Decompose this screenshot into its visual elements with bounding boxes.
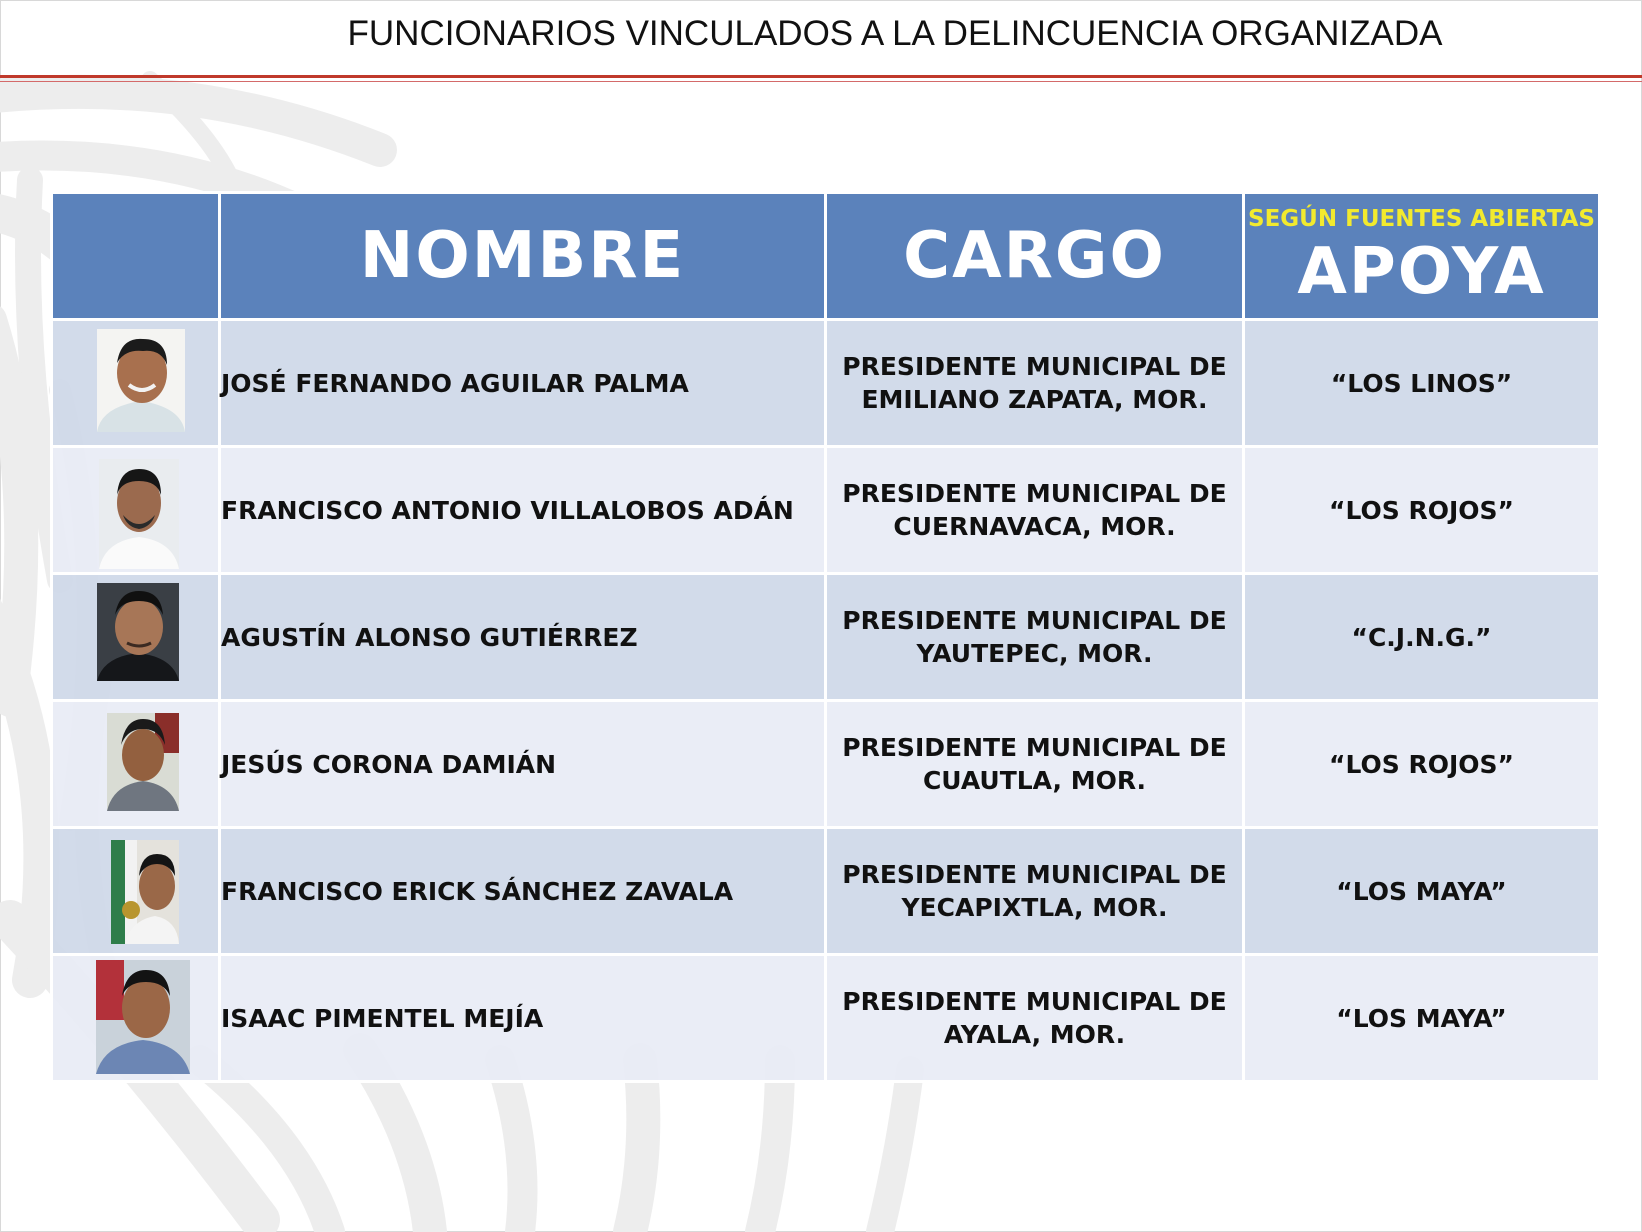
header-apoya-label: APOYA xyxy=(1297,235,1546,309)
official-name: AGUSTÍN ALONSO GUTIÉRREZ xyxy=(220,574,826,701)
cargo-line-2: YAUTEPEC, MOR. xyxy=(916,639,1153,668)
cargo-line-1: PRESIDENTE MUNICIPAL DE xyxy=(842,352,1227,381)
official-name: ISAAC PIMENTEL MEJÍA xyxy=(220,955,826,1082)
photo-cell xyxy=(52,701,220,828)
portrait-photo xyxy=(97,329,185,432)
photo-cell xyxy=(52,828,220,955)
official-name: JOSÉ FERNANDO AGUILAR PALMA xyxy=(220,320,826,447)
photo-cell xyxy=(52,320,220,447)
official-apoya: “LOS ROJOS” xyxy=(1244,701,1600,828)
table-row xyxy=(52,701,1600,828)
cargo-line-2: AYALA, MOR. xyxy=(943,1020,1126,1049)
official-apoya: “LOS LINOS” xyxy=(1244,320,1600,447)
cargo-line-1: PRESIDENTE MUNICIPAL DE xyxy=(842,606,1227,635)
official-apoya: “C.J.N.G.” xyxy=(1244,574,1600,701)
photo-cell xyxy=(52,447,220,574)
portrait-photo xyxy=(107,713,179,811)
portrait-photo xyxy=(96,960,190,1074)
cargo-line-2: YECAPIXTLA, MOR. xyxy=(901,893,1168,922)
cargo-line-2: CUAUTLA, MOR. xyxy=(922,766,1147,795)
official-apoya: “LOS ROJOS” xyxy=(1244,447,1600,574)
header-nombre: NOMBRE xyxy=(220,193,826,320)
table-row xyxy=(52,828,1600,955)
header-photo xyxy=(52,193,220,320)
portrait-photo xyxy=(111,840,179,944)
official-name: JESÚS CORONA DAMIÁN xyxy=(220,701,826,828)
official-cargo xyxy=(826,447,1244,574)
header-apoya-note: SEGÚN FUENTES ABIERTAS xyxy=(1248,206,1595,232)
cargo-line-2: CUERNAVACA, MOR. xyxy=(893,512,1176,541)
official-cargo xyxy=(826,955,1244,1082)
photo-cell xyxy=(52,574,220,701)
portrait-photo xyxy=(97,583,179,681)
cargo-line-1: PRESIDENTE MUNICIPAL DE xyxy=(842,987,1227,1016)
portrait-photo xyxy=(99,459,179,569)
official-cargo xyxy=(826,701,1244,828)
title-rule-thin xyxy=(0,81,1642,82)
table-row xyxy=(52,955,1600,1082)
table-header-row xyxy=(52,193,1600,320)
official-name: FRANCISCO ANTONIO VILLALOBOS ADÁN xyxy=(220,447,826,574)
official-name: FRANCISCO ERICK SÁNCHEZ ZAVALA xyxy=(220,828,826,955)
official-cargo xyxy=(826,574,1244,701)
officials-table xyxy=(50,191,1601,1083)
cargo-line-1: PRESIDENTE MUNICIPAL DE xyxy=(842,860,1227,889)
cargo-line-1: PRESIDENTE MUNICIPAL DE xyxy=(842,479,1227,508)
title-rule xyxy=(0,75,1642,78)
photo-cell xyxy=(52,955,220,1082)
table-row xyxy=(52,447,1600,574)
official-apoya: “LOS MAYA” xyxy=(1244,955,1600,1082)
header-apoya xyxy=(1244,193,1600,320)
table-row xyxy=(52,574,1600,701)
official-cargo xyxy=(826,828,1244,955)
page-title: FUNCIONARIOS VINCULADOS A LA DELINCUENCIA ORGANIZADA xyxy=(347,14,1443,53)
header-cargo: CARGO xyxy=(826,193,1244,320)
official-cargo xyxy=(826,320,1244,447)
table-row xyxy=(52,320,1600,447)
cargo-line-2: EMILIANO ZAPATA, MOR. xyxy=(861,385,1208,414)
official-apoya: “LOS MAYA” xyxy=(1244,828,1600,955)
cargo-line-1: PRESIDENTE MUNICIPAL DE xyxy=(842,733,1227,762)
